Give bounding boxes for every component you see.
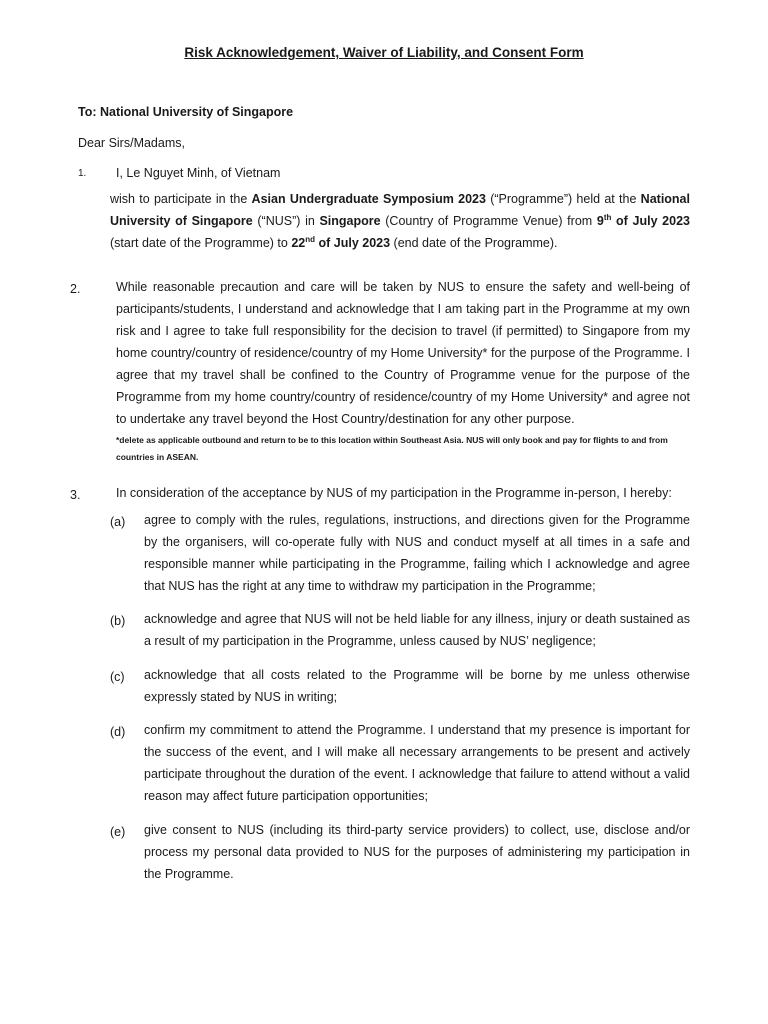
section-2-footnote: *delete as applicable outbound and return to be to this location within Southeast Asia. NUS will only book and pay for flights to and from countries in ASEAN. xyxy=(116,435,668,462)
s1-text-b: (“Programme”) held at the xyxy=(485,192,641,206)
salutation: Dear Sirs/Madams, xyxy=(78,136,185,150)
s1-text-a: wish to participate in the xyxy=(110,192,252,206)
section-1-paragraph xyxy=(110,188,690,254)
section-1-number: 1. xyxy=(78,168,87,179)
programme-name: Asian Undergraduate Symposium 2023 xyxy=(251,192,486,206)
section-3-number: 3. xyxy=(70,488,81,502)
s1-text-e: (start date of the Programme) to xyxy=(110,236,292,250)
end-month-year: of July 2023 xyxy=(315,236,391,250)
start-month-year: of July 2023 xyxy=(611,214,690,228)
item-c-text: acknowledge that all costs related to the Programme will be borne by me unless otherwise expressly stated by NUS in writing; xyxy=(144,668,690,704)
item-b-label: (b) xyxy=(110,614,126,628)
item-d-label: (d) xyxy=(110,725,126,739)
item-a-text: agree to comply with the rules, regulations, instructions, and directions given for the Programme by the organisers, will co-operate fully with NUS and conduct myself at all times in a safe and responsible manner while participating in the Programme, failing which I acknowledge and agree that NUS has the right at any time to withdraw my participation in the Programme; xyxy=(144,513,690,593)
item-a-label: (a) xyxy=(110,515,126,529)
section-2-paragraph: While reasonable precaution and care will be taken by NUS to ensure the safety and well-being of participants/students, I understand and acknowledge that I am taking part in the Programme at my own risk and I agree to take full responsibility for the decision to travel (if permitted) to Singapore from my home country/country of residence/country of my Home University* for the purpose of the Programme. I agree that my travel shall be confined to the Country of Programme venue for the purpose of the Programme from my home country/country of residence/country of my Home University* and agree not to undertake any travel beyond the Host Country/destination for any other purpose. xyxy=(116,280,690,426)
s1-text-d: (Country of Programme Venue) from xyxy=(380,214,597,228)
addressee-line: To: National University of Singapore xyxy=(78,105,294,119)
item-c-label: (c) xyxy=(110,670,125,684)
section-1-declarant-line: I, Le Nguyet Minh, of Vietnam xyxy=(116,166,281,180)
form-title: Risk Acknowledgement, Waiver of Liability, and Consent Form xyxy=(184,45,584,60)
start-date xyxy=(597,214,690,228)
section-3-intro: In consideration of the acceptance by NUS of my participation in the Programme in-person, I hereby: xyxy=(116,486,672,500)
end-day-suffix: nd xyxy=(305,234,316,244)
item-d-text: confirm my commitment to attend the Programme. I understand that my presence is important for the success of the event, and I will make all necessary arrangements to be present and actively participate throughout the duration of the event. I acknowledge that failure to attend without a valid reason may affect future participation opportunities; xyxy=(144,723,690,803)
item-e-label: (e) xyxy=(110,825,126,839)
section-2-number: 2. xyxy=(70,282,81,296)
host-university: National University of Singapore xyxy=(110,192,690,228)
start-day: 9 xyxy=(596,214,604,228)
programme-country: Singapore xyxy=(319,214,381,228)
item-b-text: acknowledge and agree that NUS will not be held liable for any illness, injury or death sustained as a result of my participation in the Programme, unless caused by NUS’ negligence; xyxy=(144,612,690,648)
item-e-text: give consent to NUS (including its third-party service providers) to collect, use, disclose and/or process my personal data provided to NUS for the purposes of administering my participation in the Programme. xyxy=(144,823,690,881)
end-day: 22 xyxy=(291,236,306,250)
s1-text-f: (end date of the Programme). xyxy=(390,236,558,250)
s1-text-c: (“NUS”) in xyxy=(252,214,320,228)
start-day-suffix: th xyxy=(603,212,612,222)
end-date xyxy=(291,236,390,250)
